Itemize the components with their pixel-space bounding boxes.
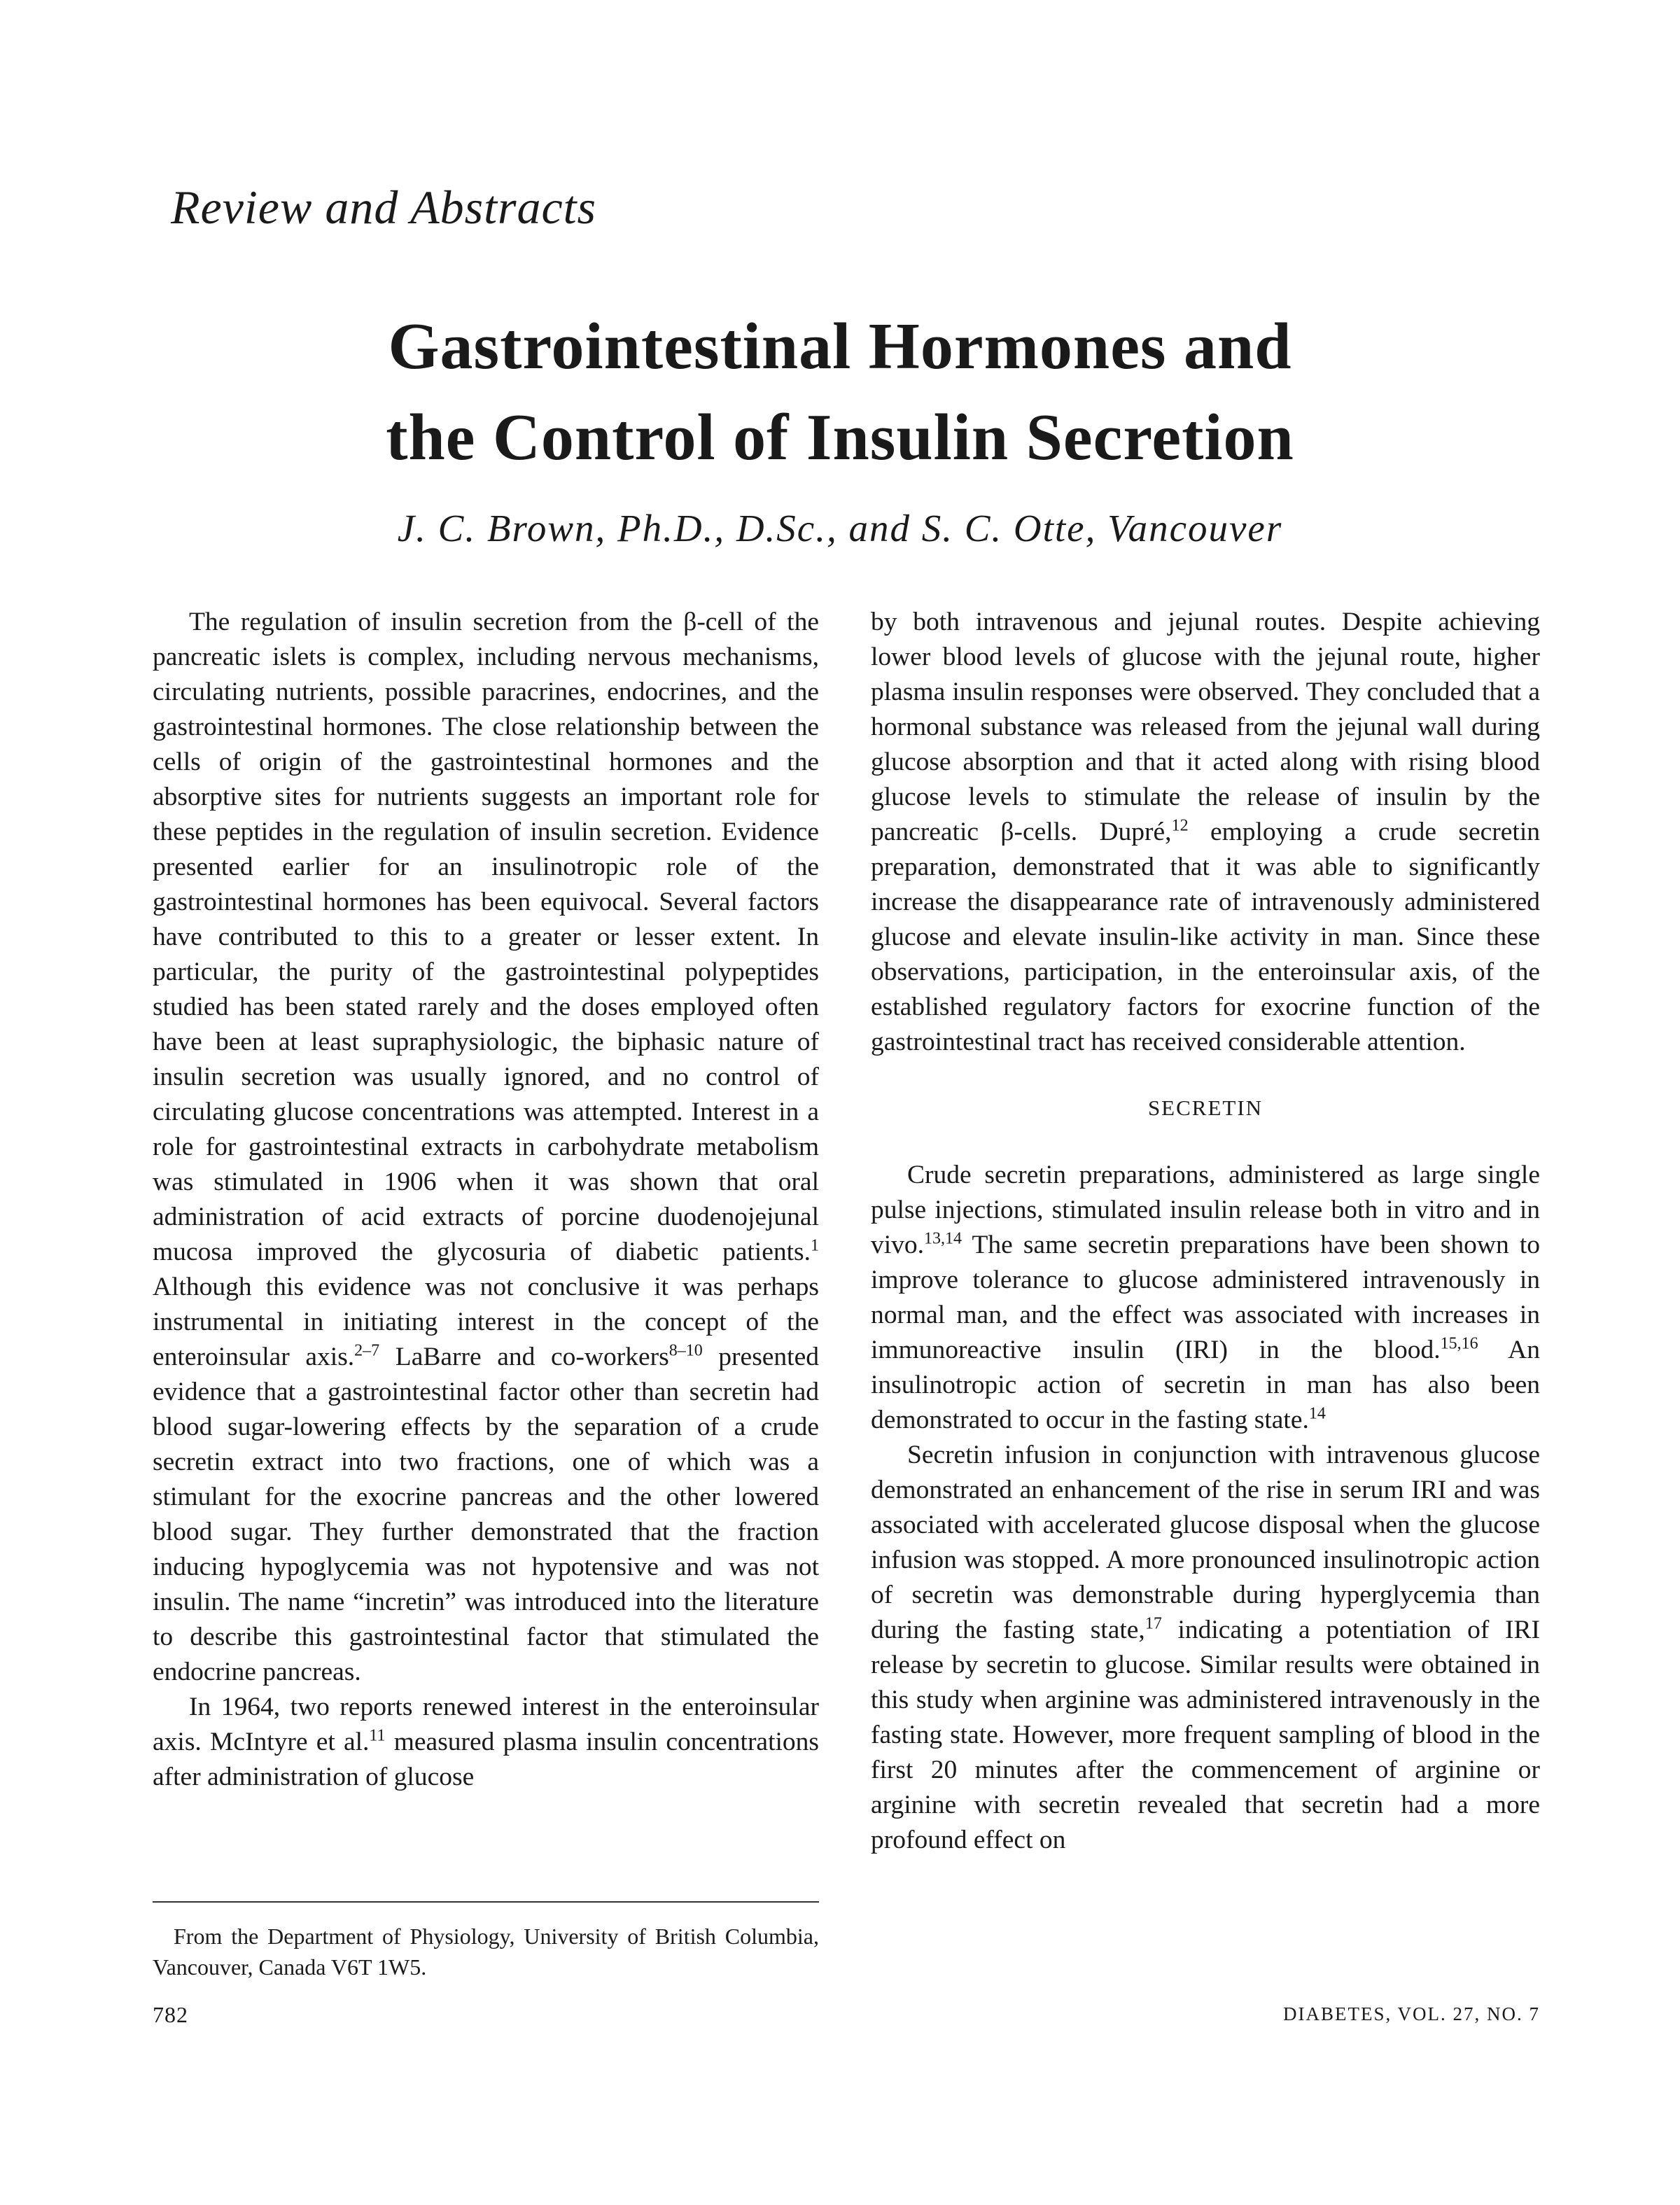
paragraph-4: Secretin infusion in conjunction with intravenous glucose demonstrated an enhancement of the rise in serum IRI and was associated with accelerated glucose disposal when the glucose infusion was stopped. A more pronounced insulinotropic action of secretin was demonstrable during hyperglycemia than during the fasting state,$^{17}$ indicating a potentiation of IRI release by secretin to glucose. Similar results were obtained in this study when arginine was administered intravenously in the fasting state. However, more frequent sampling of blood in the first 20 minutes after the commencement of arginine or arginine with secretin revealed that secretin had a more profound effect on [871, 1441, 1540, 1854]
affiliation-footnote: From the Department of Physiology, University of British Columbia, Vancouver, Canada V6T 1W5. [153, 1924, 819, 1980]
page-number: 782 [153, 2002, 188, 2027]
citation-ref: 1 [811, 1236, 819, 1255]
title-line-2: the Control of Insulin Secretion [386, 401, 1294, 474]
citation-ref: 12 [1171, 816, 1189, 835]
column-left [153, 605, 819, 1795]
footnote-rule [153, 1901, 819, 1903]
citation-ref: 14 [1308, 1404, 1326, 1423]
title-line-1: Gastrointestinal Hormones and [388, 310, 1292, 383]
article-authors: J. C. Brown, Ph.D., D.Sc., and S. C. Otte, Vancouver [397, 507, 1283, 550]
citation-ref: 17 [1144, 1614, 1162, 1633]
citation-ref: 2–7 [354, 1341, 380, 1360]
journal-citation: DIABETES, VOL. 27, NO. 7 [1283, 2003, 1540, 2024]
citation-ref: 11 [369, 1726, 386, 1745]
paragraph-3: Crude secretin preparations, administered as large single pulse injections, stimulated insulin release both in vitro and in vivo.$^{13,14}$ The same secretin preparations have been shown to improve tolerance to glucose administered intravenously in normal man, and the effect was associated with increases in immunoreactive insulin (IRI) in the blood.$^{15,16}$ An insulinotropic action of secretin in man has also been demonstrated to occur in the fasting state.$^{14}$ [871, 1161, 1540, 1434]
section-heading-secretin: SECRETIN [1147, 1096, 1264, 1120]
paragraph-1: The regulation of insulin secretion from the β-cell of the pancreatic islets is complex, including nervous mechanisms, circulating nutrients, possible paracrines, endocrines, and the gastrointestinal hormones. The close relationship between the cells of origin of the gastrointestinal hormones and the absorptive sites for nutrients suggests an important role for these peptides in the regulation of insulin secretion. Evidence presented earlier for an insulinotropic role of the gastrointestinal hormones has been equivocal. Several factors have contributed to this to a greater or lesser extent. In particular, the purity of the gastrointestinal polypeptides studied has been stated rarely and the doses employed often have been at least supraphysiologic, the biphasic nature of insulin secretion was usually ignored, and no control of circulating glucose concentrations was attempted. Interest in a role for gastrointestinal extracts in carbohydrate metabolism was stimulated in 1906 when it was shown that oral administration of acid extracts of porcine duodenojejunal mucosa improved the glycosuria of diabetic patients.$^1$ Although this evidence was not conclusive it was perhaps instrumental in initiating interest in the concept of the enteroinsular axis.$^{2-7}$ LaBarre and co-workers$^{8-10}$ presented evidence that a gastrointestinal factor other than secretin had blood sugar-lowering effects by the separation of a crude secretin extract into two fractions, one of which was a stimulant for the exocrine pancreas and the other lowered blood sugar. They further demonstrated that the fraction inducing hypoglycemia was not hypotensive and was not insulin. The name “incretin” was introduced into the literature to describe this gastrointestinal factor that stimulated the endocrine pancreas. [153, 608, 819, 1686]
article-title [0, 301, 1680, 483]
citation-ref: 8–10 [668, 1341, 703, 1360]
paragraph-2-continued: by both intravenous and jejunal routes. Despite achieving lower blood levels of glucose with the jejunal route, higher plasma insulin responses were observed. They concluded that a hormonal substance was released from the jejunal wall during glucose absorption and that it acted along with rising blood glucose levels to stimulate the release of insulin by the pancreatic β-cells. Dupré,$^{12}$ employing a crude secretin preparation, demonstrated that it was able to significantly increase the disappearance rate of intravenously administered glucose and elevate insulin-like activity in man. Since these observations, participation, in the enteroinsular axis, of the established regulatory factors for exocrine function of the gastrointestinal tract has received considerable attention. [871, 608, 1540, 1056]
citation-ref: 13,14 [924, 1229, 962, 1248]
section-label: Review and Abstracts [171, 181, 596, 234]
citation-ref: 15,16 [1440, 1334, 1478, 1353]
paragraph-2: In 1964, two reports renewed interest in the enteroinsular axis. McIntyre et al.$^{11}$ measured plasma insulin concentrations after administration of glucose [153, 1693, 820, 1791]
column-right [871, 605, 1540, 1858]
